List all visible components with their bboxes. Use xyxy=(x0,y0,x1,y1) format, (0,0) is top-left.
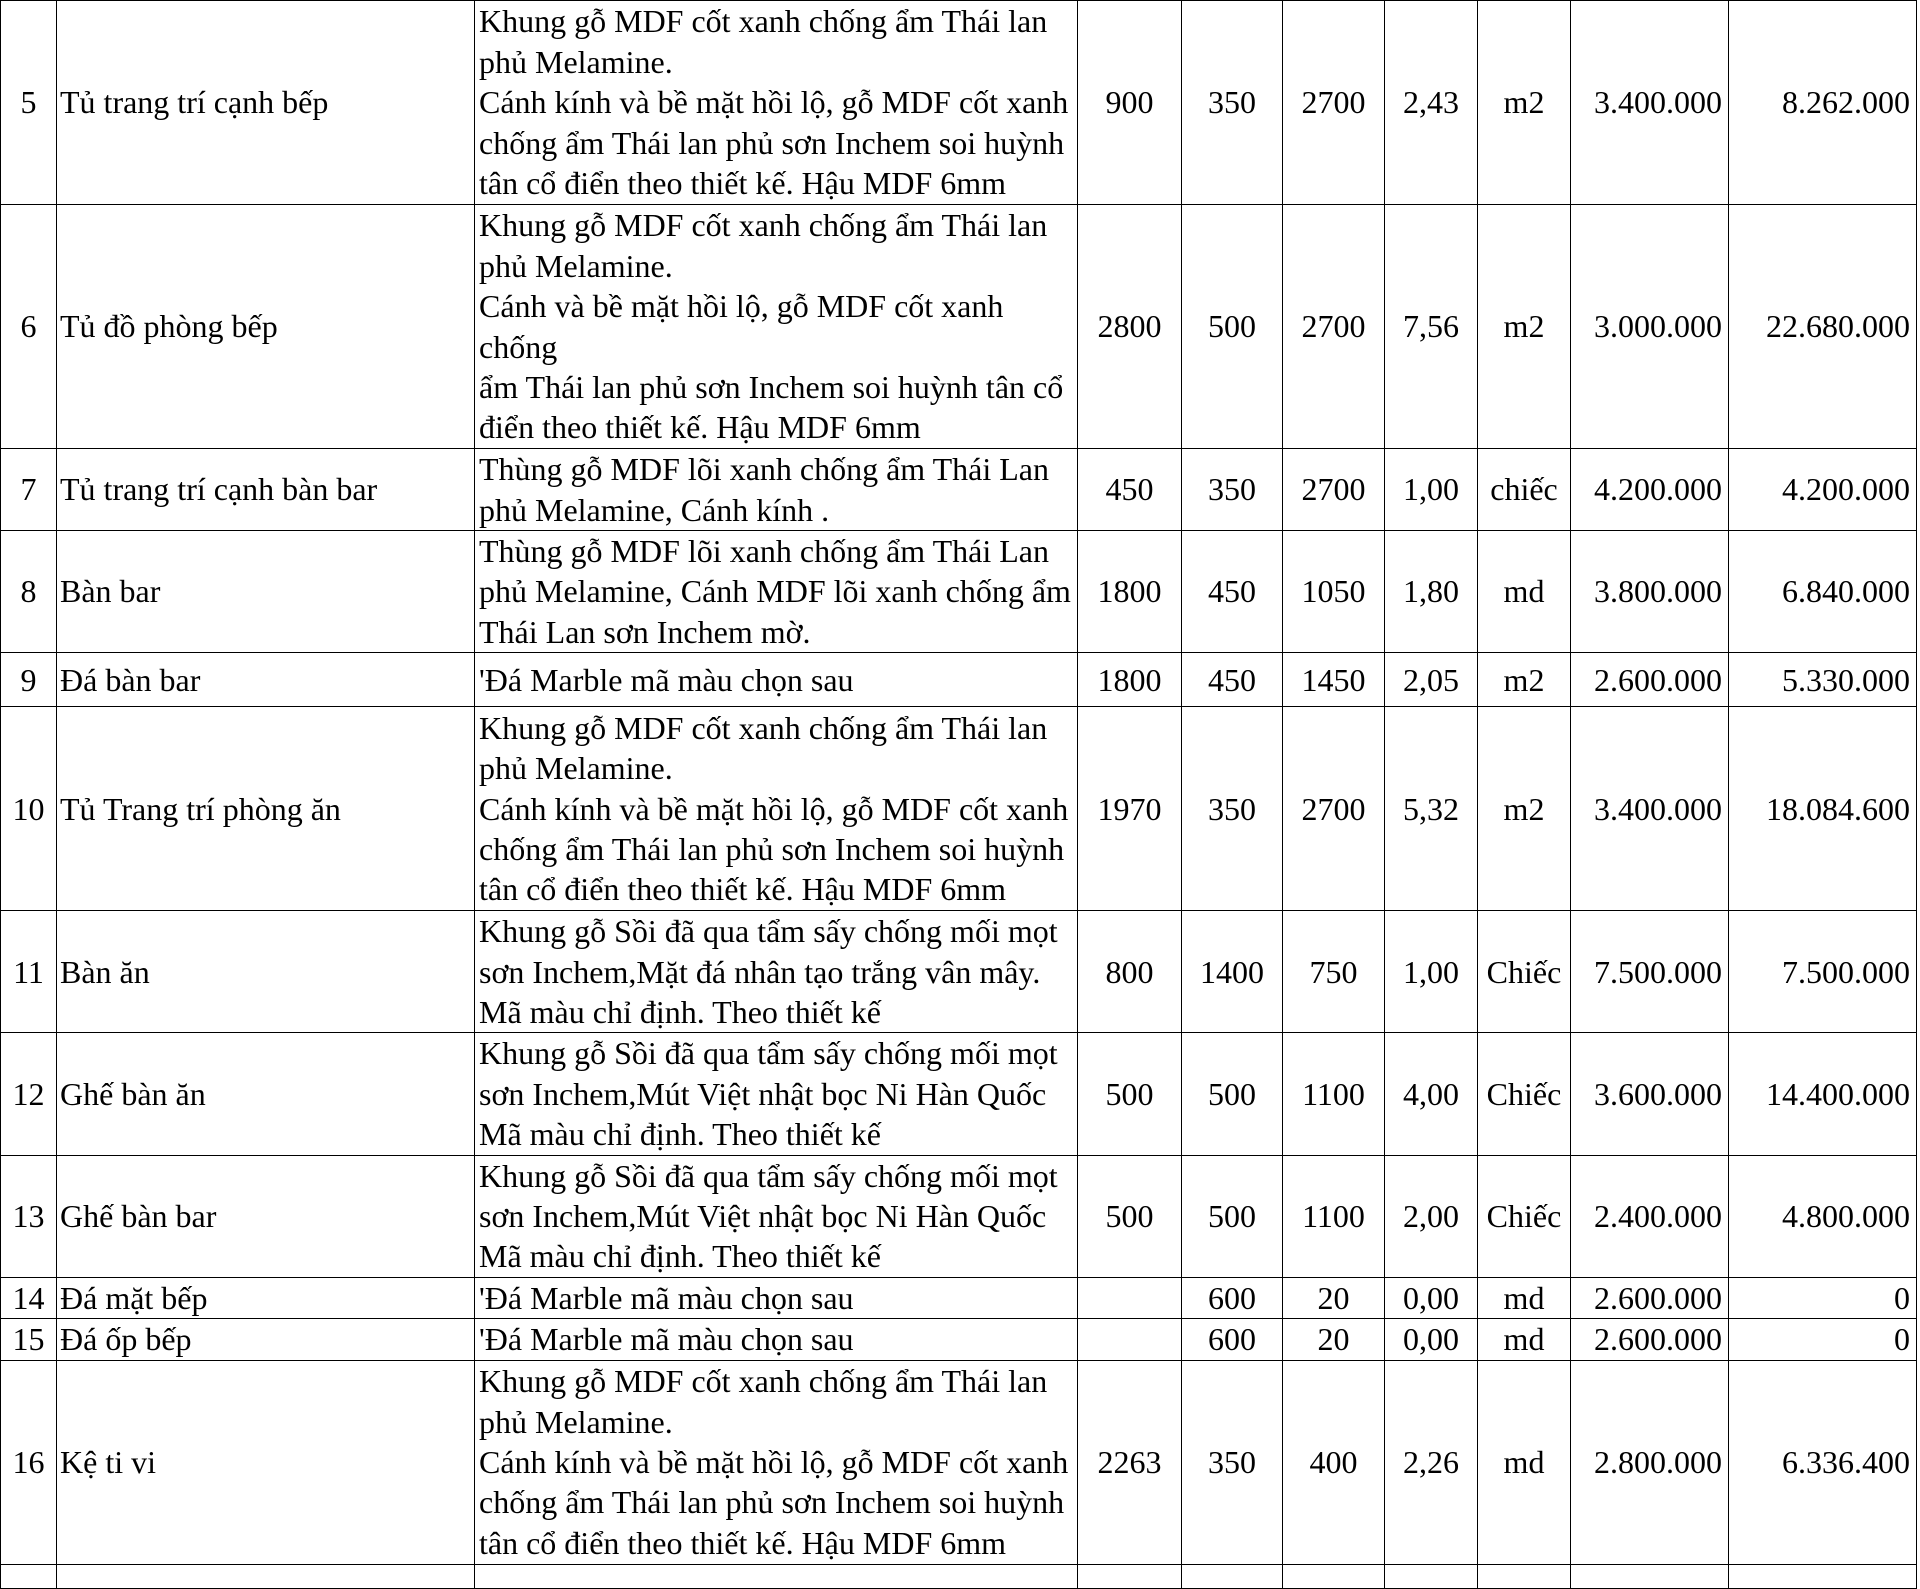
unit-cell: chiếc xyxy=(1478,449,1571,531)
item-description-cell: Khung gỗ MDF cốt xanh chống ẩm Thái lan phủ Melamine. Cánh kính và bề mặt hồi lộ, gỗ MDF cốt xanh chống ẩm Thái lan phủ sơn Inchem soi huỳnh tân cổ điển theo thiết kế. Hậu MDF 6mm xyxy=(475,707,1078,911)
table-row xyxy=(1,1155,1917,1277)
item-description-cell: Thùng gỗ MDF lõi xanh chống ẩm Thái Lan phủ Melamine, Cánh MDF lõi xanh chống ẩm Thái Lan sơn Inchem mờ. xyxy=(475,531,1078,653)
unit-price-cell xyxy=(1571,1564,1729,1588)
dimension-1-cell: 450 xyxy=(1078,449,1182,531)
dimension-1-cell: 500 xyxy=(1078,1033,1182,1155)
item-number-cell: 8 xyxy=(1,531,57,653)
dimension-2-cell xyxy=(1182,1564,1283,1588)
dimension-2-cell: 500 xyxy=(1182,1033,1283,1155)
unit-cell: m2 xyxy=(1478,707,1571,911)
dimension-1-cell: 1800 xyxy=(1078,653,1182,707)
item-number-cell: 16 xyxy=(1,1360,57,1564)
unit-price-cell: 3.000.000 xyxy=(1571,205,1729,449)
dimension-1-cell: 1970 xyxy=(1078,707,1182,911)
total-cell: 6.840.000 xyxy=(1729,531,1917,653)
table-row xyxy=(1,1564,1917,1588)
quantity-cell: 7,56 xyxy=(1385,205,1478,449)
dimension-2-cell: 350 xyxy=(1182,707,1283,911)
unit-cell: md xyxy=(1478,1319,1571,1360)
quantity-cell: 2,00 xyxy=(1385,1155,1478,1277)
unit-cell: md xyxy=(1478,1360,1571,1564)
unit-cell: m2 xyxy=(1478,1,1571,205)
dimension-1-cell: 2800 xyxy=(1078,205,1182,449)
dimension-3-cell: 2700 xyxy=(1283,449,1385,531)
dimension-2-cell: 600 xyxy=(1182,1277,1283,1318)
item-name-cell: Bàn ăn xyxy=(57,911,475,1033)
item-name-cell: Tủ trang trí cạnh bàn bar xyxy=(57,449,475,531)
table-row xyxy=(1,911,1917,1033)
dimension-2-cell: 350 xyxy=(1182,1360,1283,1564)
item-description-cell: Khung gỗ MDF cốt xanh chống ẩm Thái lan phủ Melamine. Cánh kính và bề mặt hồi lộ, gỗ MDF cốt xanh chống ẩm Thái lan phủ sơn Inchem soi huỳnh tân cổ điển theo thiết kế. Hậu MDF 6mm xyxy=(475,1,1078,205)
quantity-cell xyxy=(1385,1564,1478,1588)
total-cell: 5.330.000 xyxy=(1729,653,1917,707)
quantity-cell: 0,00 xyxy=(1385,1277,1478,1318)
item-name-cell xyxy=(57,1564,475,1588)
unit-cell: Chiếc xyxy=(1478,1033,1571,1155)
quantity-cell: 5,32 xyxy=(1385,707,1478,911)
total-cell: 14.400.000 xyxy=(1729,1033,1917,1155)
unit-price-cell: 4.200.000 xyxy=(1571,449,1729,531)
dimension-3-cell: 1050 xyxy=(1283,531,1385,653)
item-name-cell: Bàn bar xyxy=(57,531,475,653)
unit-price-cell: 2.400.000 xyxy=(1571,1155,1729,1277)
item-description-cell: Khung gỗ MDF cốt xanh chống ẩm Thái lan phủ Melamine. Cánh và bề mặt hồi lộ, gỗ MDF cốt xanh chống ẩm Thái lan phủ sơn Inchem soi huỳnh tân cổ điển theo thiết kế. Hậu MDF 6mm xyxy=(475,205,1078,449)
item-number-cell: 15 xyxy=(1,1319,57,1360)
item-number-cell: 7 xyxy=(1,449,57,531)
unit-price-cell: 2.800.000 xyxy=(1571,1360,1729,1564)
dimension-3-cell xyxy=(1283,1564,1385,1588)
dimension-2-cell: 500 xyxy=(1182,205,1283,449)
table-row xyxy=(1,1033,1917,1155)
dimension-3-cell: 2700 xyxy=(1283,1,1385,205)
item-name-cell: Ghế bàn bar xyxy=(57,1155,475,1277)
item-description-cell: Khung gỗ Sồi đã qua tẩm sấy chống mối mọt sơn Inchem,Mút Việt nhật bọc Ni Hàn Quốc Mã màu chỉ định. Theo thiết kế xyxy=(475,1033,1078,1155)
table-body xyxy=(1,1,1917,1589)
quantity-cell: 0,00 xyxy=(1385,1319,1478,1360)
unit-price-cell: 7.500.000 xyxy=(1571,911,1729,1033)
item-number-cell: 9 xyxy=(1,653,57,707)
item-description-cell: 'Đá Marble mã màu chọn sau xyxy=(475,1319,1078,1360)
table-row xyxy=(1,449,1917,531)
dimension-2-cell: 450 xyxy=(1182,653,1283,707)
dimension-2-cell: 1400 xyxy=(1182,911,1283,1033)
item-number-cell: 13 xyxy=(1,1155,57,1277)
dimension-1-cell: 800 xyxy=(1078,911,1182,1033)
quantity-cell: 4,00 xyxy=(1385,1033,1478,1155)
quantity-cell: 1,00 xyxy=(1385,449,1478,531)
dimension-3-cell: 20 xyxy=(1283,1319,1385,1360)
unit-price-cell: 3.600.000 xyxy=(1571,1033,1729,1155)
item-name-cell: Kệ ti vi xyxy=(57,1360,475,1564)
dimension-1-cell xyxy=(1078,1277,1182,1318)
dimension-3-cell: 750 xyxy=(1283,911,1385,1033)
dimension-2-cell: 350 xyxy=(1182,1,1283,205)
dimension-1-cell: 900 xyxy=(1078,1,1182,205)
table-row xyxy=(1,205,1917,449)
dimension-3-cell: 2700 xyxy=(1283,707,1385,911)
total-cell: 18.084.600 xyxy=(1729,707,1917,911)
dimension-2-cell: 450 xyxy=(1182,531,1283,653)
item-name-cell: Tủ trang trí cạnh bếp xyxy=(57,1,475,205)
quantity-cell: 2,26 xyxy=(1385,1360,1478,1564)
unit-cell: md xyxy=(1478,1277,1571,1318)
unit-cell: m2 xyxy=(1478,205,1571,449)
item-number-cell: 5 xyxy=(1,1,57,205)
total-cell: 0 xyxy=(1729,1277,1917,1318)
item-name-cell: Tủ đồ phòng bếp xyxy=(57,205,475,449)
dimension-2-cell: 500 xyxy=(1182,1155,1283,1277)
unit-cell: Chiếc xyxy=(1478,1155,1571,1277)
quantity-cell: 1,80 xyxy=(1385,531,1478,653)
item-description-cell: Khung gỗ Sồi đã qua tẩm sấy chống mối mọt sơn Inchem,Mút Việt nhật bọc Ni Hàn Quốc Mã màu chỉ định. Theo thiết kế xyxy=(475,1155,1078,1277)
unit-price-cell: 3.800.000 xyxy=(1571,531,1729,653)
item-number-cell: 11 xyxy=(1,911,57,1033)
dimension-1-cell: 1800 xyxy=(1078,531,1182,653)
dimension-3-cell: 1100 xyxy=(1283,1155,1385,1277)
item-name-cell: Đá ốp bếp xyxy=(57,1319,475,1360)
unit-cell xyxy=(1478,1564,1571,1588)
unit-cell: Chiếc xyxy=(1478,911,1571,1033)
unit-price-cell: 2.600.000 xyxy=(1571,653,1729,707)
table-row xyxy=(1,531,1917,653)
total-cell: 4.200.000 xyxy=(1729,449,1917,531)
quantity-cell: 1,00 xyxy=(1385,911,1478,1033)
table-row xyxy=(1,1277,1917,1318)
unit-price-cell: 2.600.000 xyxy=(1571,1277,1729,1318)
total-cell: 4.800.000 xyxy=(1729,1155,1917,1277)
item-description-cell: Thùng gỗ MDF lõi xanh chống ẩm Thái Lan phủ Melamine, Cánh kính . xyxy=(475,449,1078,531)
unit-price-cell: 3.400.000 xyxy=(1571,1,1729,205)
total-cell: 6.336.400 xyxy=(1729,1360,1917,1564)
table-row xyxy=(1,1319,1917,1360)
item-description-cell xyxy=(475,1564,1078,1588)
total-cell: 0 xyxy=(1729,1319,1917,1360)
item-description-cell: Khung gỗ MDF cốt xanh chống ẩm Thái lan phủ Melamine. Cánh kính và bề mặt hồi lộ, gỗ MDF cốt xanh chống ẩm Thái lan phủ sơn Inchem soi huỳnh tân cổ điển theo thiết kế. Hậu MDF 6mm xyxy=(475,1360,1078,1564)
dimension-1-cell xyxy=(1078,1564,1182,1588)
table-row xyxy=(1,653,1917,707)
table-row xyxy=(1,1360,1917,1564)
dimension-2-cell: 350 xyxy=(1182,449,1283,531)
unit-price-cell: 2.600.000 xyxy=(1571,1319,1729,1360)
table-row xyxy=(1,707,1917,911)
unit-price-cell: 3.400.000 xyxy=(1571,707,1729,911)
total-cell: 22.680.000 xyxy=(1729,205,1917,449)
quantity-cell: 2,05 xyxy=(1385,653,1478,707)
unit-cell: m2 xyxy=(1478,653,1571,707)
item-description-cell: 'Đá Marble mã màu chọn sau xyxy=(475,1277,1078,1318)
dimension-2-cell: 600 xyxy=(1182,1319,1283,1360)
unit-cell: md xyxy=(1478,531,1571,653)
dimension-3-cell: 400 xyxy=(1283,1360,1385,1564)
item-description-cell: Khung gỗ Sồi đã qua tẩm sấy chống mối mọt sơn Inchem,Mặt đá nhân tạo trắng vân mây. Mã màu chỉ định. Theo thiết kế xyxy=(475,911,1078,1033)
dimension-1-cell: 2263 xyxy=(1078,1360,1182,1564)
item-name-cell: Đá bàn bar xyxy=(57,653,475,707)
quantity-cell: 2,43 xyxy=(1385,1,1478,205)
item-number-cell: 10 xyxy=(1,707,57,911)
total-cell: 8.262.000 xyxy=(1729,1,1917,205)
dimension-1-cell: 500 xyxy=(1078,1155,1182,1277)
total-cell: 7.500.000 xyxy=(1729,911,1917,1033)
item-number-cell xyxy=(1,1564,57,1588)
item-number-cell: 12 xyxy=(1,1033,57,1155)
dimension-3-cell: 1450 xyxy=(1283,653,1385,707)
table-row xyxy=(1,1,1917,205)
item-number-cell: 14 xyxy=(1,1277,57,1318)
item-name-cell: Ghế bàn ăn xyxy=(57,1033,475,1155)
item-name-cell: Đá mặt bếp xyxy=(57,1277,475,1318)
dimension-3-cell: 1100 xyxy=(1283,1033,1385,1155)
item-name-cell: Tủ Trang trí phòng ăn xyxy=(57,707,475,911)
item-number-cell: 6 xyxy=(1,205,57,449)
item-description-cell: 'Đá Marble mã màu chọn sau xyxy=(475,653,1078,707)
dimension-1-cell xyxy=(1078,1319,1182,1360)
dimension-3-cell: 2700 xyxy=(1283,205,1385,449)
dimension-3-cell: 20 xyxy=(1283,1277,1385,1318)
total-cell xyxy=(1729,1564,1917,1588)
